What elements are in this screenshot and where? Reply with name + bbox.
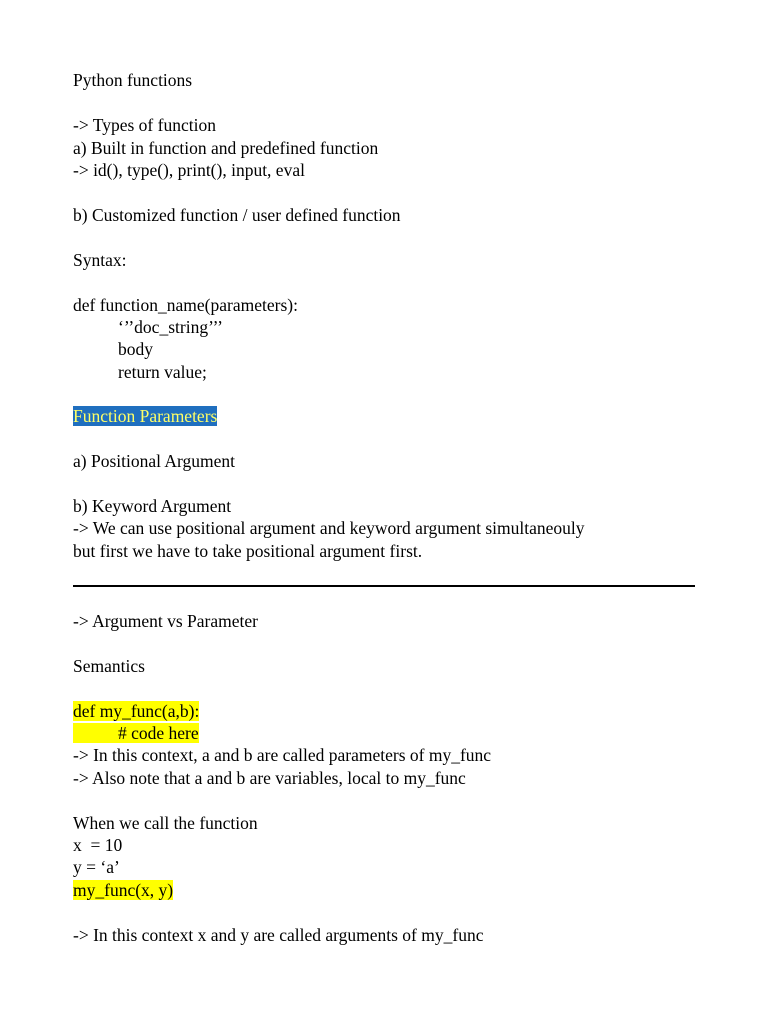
syntax-def-line: def function_name(parameters): [73,295,298,315]
call-heading: When we call the function [73,813,258,833]
types-heading: -> Types of function [73,115,216,135]
type-a-line: a) Built in function and predefined function [73,138,379,158]
syntax-docstring-line: ‘’’doc_string’’’ [118,317,223,337]
doc-title: Python functions [73,70,193,90]
code-comment-line [73,723,199,743]
syntax-label: Syntax: [73,250,127,270]
semantics-heading: Semantics [73,656,145,676]
parameters-note-line: -> In this context, a and b are called parameters of my_func [73,745,492,765]
syntax-return-line: return value; [118,362,207,382]
type-a-examples: -> id(), type(), print(), input, eval [73,160,305,180]
keyword-note-line-1: -> We can use positional argument and keyword argument simultaneouly [73,518,585,538]
keyword-note-line-2: but first we have to take positional argument first. [73,541,423,561]
type-b-line: b) Customized function / user defined function [73,205,401,225]
syntax-body-line: body [118,339,153,359]
call-y-line: y = ‘a’ [73,857,120,877]
code-def-line: def my_func(a,b): [73,701,200,721]
argument-vs-parameter-line: -> Argument vs Parameter [73,611,258,631]
code-comment-text: # code here [118,723,199,743]
horizontal-divider [73,585,695,587]
call-x-line: x = 10 [73,835,123,855]
function-parameters-heading: Function Parameters [73,406,218,426]
positional-argument-line: a) Positional Argument [73,451,236,471]
call-invoke-line: my_func(x, y) [73,880,174,900]
arguments-note-line: -> In this context x and y are called arguments of my_func [73,925,484,945]
keyword-argument-line: b) Keyword Argument [73,496,232,516]
local-variables-note-line: -> Also note that a and b are variables, local to my_func [73,768,466,788]
